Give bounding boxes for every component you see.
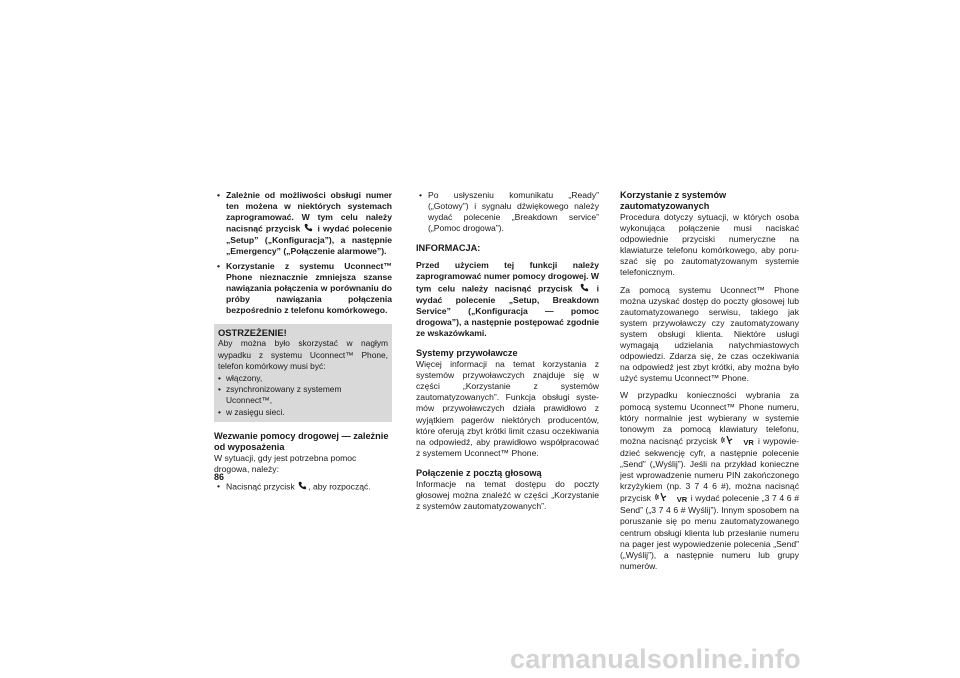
paragraph: Za pomocą systemu Uconnect™ Phone można uzyskać dostęp do poczty głosowej lub zautomatyzowanego serwisu, takiego jak system przywoławczy czy zautomatyzowany system obsługi klienta. Niektóre usługi wymagają udzielania natychmiastowych odpowiedzi. Zdarza się, że czas oczekiwania na odpowiedź jest zbyt krótki, aby można było użyć systemu Uconnect™ Phone.: [620, 284, 799, 384]
column-2: [416, 190, 599, 512]
section-text: W sytuacji, gdy jest potrzebna pomoc drogowa, należy:: [214, 453, 357, 475]
warning-text: Aby można było skorzystać w nagłym wypadku z systemu Uconnect™ Phone, telefon komórkowy musi być:: [218, 338, 388, 372]
info-title: INFORMACJA:: [416, 243, 481, 254]
column-3: [620, 190, 799, 572]
list-item-text: Korzystanie z systemu Uconnect™ Phone nieznacznie zmniejsza szanse nawiązania połączenia w porównaniu do próby nawiązania połączenia bezpośrednio z telefonu komórkowego.: [226, 260, 392, 315]
info-text-part: Przed użyciem tej funkcji należy zaprogramować numer pomocy drogowej. W tym celu należy nacisnąć przycisk: [416, 260, 599, 293]
list-item: • Po usłyszeniu komunikatu „Ready” („Gotowy”) i sygnału dźwiękowego należy wydać polecenie „Breakdown service” („Pomoc drogowa”).: [416, 190, 599, 234]
info-text-part: i wydać polecenie „Setup, Breakdown Service” („Konfiguracja — pomoc drogowa”), a następnie postępować zgodnie ze wskazówkami.: [416, 282, 600, 338]
page-number: 86: [214, 472, 225, 482]
paragraph-part: W przypadku konieczności wybrania za pomocą systemu Uconnect™ Phone numeru, który normalnie jest wybierany w systemie tonowym za pomocą klawiatury telefonu, można nacisnąć przycisk: [620, 390, 799, 446]
watermark: carmanualsonline.info: [510, 644, 801, 674]
voicemail-heading: Połączenie z pocztą głosową: [416, 467, 542, 478]
phone-icon: [298, 481, 307, 493]
automated-heading: Korzystanie z systemów zautomatyzowanych: [620, 190, 727, 211]
column-1: [214, 190, 392, 494]
phone-icon: [304, 223, 313, 235]
section-list: [214, 481, 392, 493]
list-item: [214, 261, 392, 316]
vr-label: VR: [676, 495, 688, 505]
list-item-text: Nacisnąć przycisk: [226, 481, 295, 492]
vr-label: VR: [743, 437, 754, 447]
voice-recognition-icon: [655, 492, 687, 505]
paragraph-part: i wypowiedzieć sekwencję cyfr, a następnie polecenie „Send” („Wyślij”). Jeśli na przykład konieczne jest wprowadzenie numeru PIN zakończonego krzyżykiem (np. 3 7 4 6 #), można nacisnąć przycisk: [620, 435, 799, 504]
list-item: [214, 190, 392, 258]
paragraph-part: i wydać polecenie „3 7 4 6 # Send” („3 7 4 6 # Wyślij”). Innym sposobem na poruszanie się po menu zautomatyzowanego centrum obsługi klienta lub przesłanie numeru na pager jest wypowiedzenie polecenia „Send” („Wyślij”), a następnie numeru lub grupy numerów.: [620, 493, 799, 571]
voice-recognition-icon: [721, 435, 753, 448]
phone-icon: [580, 283, 589, 295]
bullet-list: [416, 190, 599, 234]
paragraph: Procedura dotyczy sytuacji, w których osoba wykonująca połączenie musi naciskać odpowiednie przyciski numeryczne na klawiaturze telefonu komórkowego, aby poruszać się po zautomatyzowanym systemie telefonicznym.: [620, 212, 799, 278]
warning-title: OSTRZEŻENIE!: [218, 327, 287, 339]
list-item-text: i wydać polecenie „Setup” („Konfiguracja”), a następnie „Emergency” („Połączenie alarmowe”).: [226, 223, 393, 257]
list-item: • w zasięgu sieci.: [218, 407, 388, 418]
info-text: [416, 260, 599, 339]
warning-box: [214, 324, 392, 422]
list-item: • włączony,: [218, 373, 388, 384]
warning-list: [218, 373, 388, 419]
bullet-list-top: [214, 190, 392, 316]
section-heading: Wezwanie pomocy drogowej — zależnie od wyposażenia: [214, 431, 389, 453]
list-item-text: Zależnie od możliwości obsługi numer ten możena w niektórych systemach zaprogramować. W tym celu należy nacisnąć przycisk: [226, 190, 392, 234]
pager-heading: Systemy przywoławcze: [416, 348, 518, 359]
pager-text: Więcej informacji na temat korzystania z systemów przywoławczych znajduje się w części „Korzystanie z systemów zautomatyzowanych”. Funkcja obsługi systemów przywoławczych działa prawidłowo z wyjątkiem pagerów niektórych producentów, które oferują zbyt krótki limit czasu oczekiwania na odpowiedź, aby prawidłowo współpracować z systemem Uconnect™ Phone.: [416, 359, 599, 458]
list-item: • zsynchronizowany z systemem Uconnect™,: [218, 384, 388, 407]
paragraph: [620, 390, 799, 572]
list-item-text: , aby rozpocząć.: [308, 481, 371, 492]
list-item: [214, 481, 392, 493]
voicemail-text: Informacje na temat dostępu do poczty głosowej można znaleźć w części „Korzystanie z systemów zautomatyzowanych”.: [416, 478, 599, 512]
